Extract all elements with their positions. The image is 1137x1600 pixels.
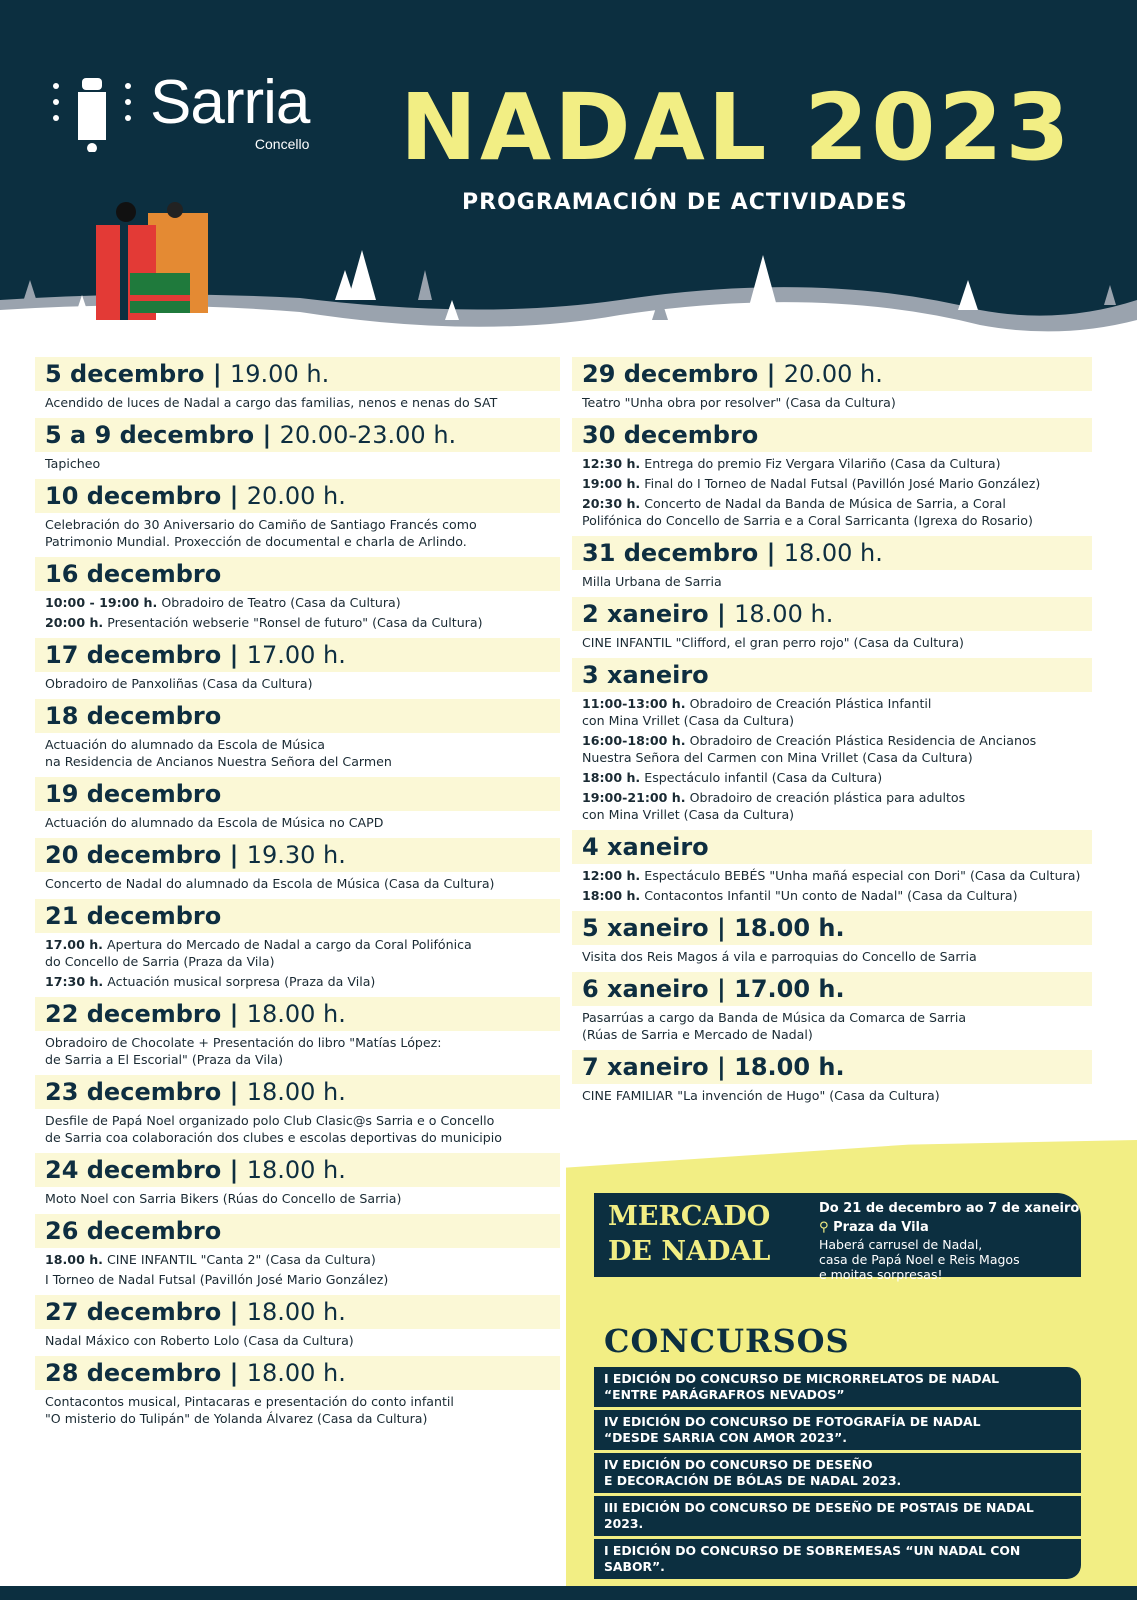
event-line-text: Milla Urbana de Sarria: [582, 574, 722, 589]
event-date: 20 decembro: [45, 841, 222, 869]
event-line-time: 17.00 h.: [45, 937, 103, 952]
event-line-time: 18:00 h.: [582, 770, 641, 785]
event-date: 5 xaneiro: [582, 914, 709, 942]
event-header: [35, 479, 560, 513]
event-date: 6 xaneiro: [582, 975, 709, 1003]
event-line: [35, 614, 560, 631]
event-header: [35, 1356, 560, 1390]
event-date: 10 decembro: [45, 482, 222, 510]
event-header: [572, 418, 1092, 452]
event-line: [35, 516, 560, 550]
header-banner: [0, 0, 1137, 360]
separator: |: [221, 841, 247, 869]
event-line-time: 19:00 h.: [582, 476, 641, 491]
event-line: [35, 675, 560, 692]
event-date: 19 decembro: [45, 780, 222, 808]
event-time: 19.30 h.: [246, 841, 346, 869]
event-item: [35, 1214, 560, 1288]
event-line: [572, 634, 1092, 651]
event-header: [35, 638, 560, 672]
separator: |: [221, 641, 247, 669]
event-item: [35, 899, 560, 990]
page-title: NADAL 2023: [400, 74, 1073, 181]
event-line: [35, 936, 560, 970]
separator: |: [758, 539, 784, 567]
event-date: 3 xaneiro: [582, 661, 709, 689]
event-item: [35, 1075, 560, 1146]
event-item: [35, 479, 560, 550]
event-line-text: I Torneo de Nadal Futsal (Pavillón José Mario González): [45, 1272, 389, 1287]
sarria-logo: [50, 68, 310, 152]
event-time: 20.00-23.00 h.: [279, 421, 457, 449]
event-header: [572, 972, 1092, 1006]
event-line-text: Espectáculo BEBÉS "Unha mañá especial con Dori" (Casa da Cultura): [644, 868, 1081, 883]
event-line-text: Obradoiro de Creación Plástica Infantil con Mina Vrillet (Casa da Cultura): [582, 696, 932, 728]
event-time: 18.00 h.: [246, 1000, 346, 1028]
event-line: [35, 814, 560, 831]
event-line-text: Espectáculo infantil (Casa da Cultura): [644, 770, 883, 785]
concurso-item: IV EDICIÓN DO CONCURSO DE FOTOGRAFÍA DE NADAL “DESDE SARRIA CON AMOR 2023”.: [594, 1410, 1081, 1450]
event-item: [572, 536, 1092, 590]
event-header: [35, 1153, 560, 1187]
event-line-text: Nadal Máxico con Roberto Lolo (Casa da Cultura): [45, 1333, 354, 1348]
event-header: [35, 357, 560, 391]
mercado-dates: Do 21 de decembro ao 7 de xaneiro: [819, 1201, 1080, 1216]
event-time: 18.00 h.: [783, 539, 883, 567]
event-line-text: Acendido de luces de Nadal a cargo das familias, nenos e nenas do SAT: [45, 395, 498, 410]
event-date: 22 decembro: [45, 1000, 222, 1028]
event-line-text: Obradoiro de Creación Plástica Residencia de Ancianos Nuestra Señora del Carmen con Mina Vrillet (Casa da Cultura): [582, 733, 1037, 765]
event-line: [35, 973, 560, 990]
event-header: [572, 830, 1092, 864]
event-date: 7 xaneiro: [582, 1053, 709, 1081]
event-item: [572, 357, 1092, 411]
event-date: 5 decembro: [45, 360, 205, 388]
event-time: 18.00 h.: [246, 1359, 346, 1387]
event-line-text: Obradoiro de Teatro (Casa da Cultura): [161, 595, 401, 610]
event-item: [572, 972, 1092, 1043]
coat-of-arms-icon: [50, 72, 136, 152]
events-left-column: [35, 357, 560, 1434]
mercado-place: Praza da Vila: [833, 1220, 929, 1235]
event-line-time: 17:30 h.: [45, 974, 104, 989]
event-line: [35, 1190, 560, 1207]
event-line-text: Entrega do premio Fiz Vergara Vilariño (Casa da Cultura): [644, 456, 1001, 471]
event-date: 21 decembro: [45, 902, 222, 930]
event-line: [35, 1271, 560, 1288]
mercado-title-1: MERCADO: [608, 1201, 771, 1232]
event-item: [35, 1153, 560, 1207]
concurso-item: III EDICIÓN DO CONCURSO DE DESEÑO DE POSTAIS DE NADAL 2023.: [594, 1496, 1081, 1536]
events-right-column: [572, 357, 1092, 1111]
event-line-text: Contacontos musical, Pintacaras e presentación do conto infantil "O misterio do Tulipán" de Yolanda Álvarez (Casa da Cultura): [45, 1394, 454, 1426]
event-line: [35, 594, 560, 611]
event-line-time: 16:00-18:00 h.: [582, 733, 686, 748]
event-header: [35, 899, 560, 933]
event-date: 24 decembro: [45, 1156, 222, 1184]
event-date: 27 decembro: [45, 1298, 222, 1326]
event-line: [572, 495, 1092, 529]
event-line: [35, 1251, 560, 1268]
location-pin-icon: ⚲: [819, 1220, 834, 1235]
event-header: [572, 357, 1092, 391]
mercado-box: [594, 1193, 1081, 1282]
logo-sub: Concello: [254, 136, 310, 152]
event-line-time: 18:00 h.: [582, 888, 641, 903]
event-line-text: Pasarrúas a cargo da Banda de Música da Comarca de Sarria (Rúas de Sarria e Mercado de Nadal): [582, 1010, 967, 1042]
event-time: 17.00 h.: [734, 975, 845, 1003]
concurso-item: I EDICIÓN DO CONCURSO DE SOBREMESAS “UN NADAL CON SABOR”.: [594, 1539, 1081, 1579]
event-line-time: 18.00 h.: [45, 1252, 103, 1267]
event-item: [572, 597, 1092, 651]
logo-name: Sarria: [150, 68, 310, 137]
event-line: [572, 573, 1092, 590]
event-line: [572, 732, 1092, 766]
event-time: 18.00 h.: [734, 914, 845, 942]
event-item: [35, 357, 560, 411]
event-line-text: CINE INFANTIL "Canta 2" (Casa da Cultura): [107, 1252, 376, 1267]
separator: |: [221, 1298, 247, 1326]
separator: |: [758, 360, 784, 388]
event-time: 18.00 h.: [246, 1156, 346, 1184]
event-line-text: Obradoiro de Panxoliñas (Casa da Cultura): [45, 676, 313, 691]
mercado-title-2: DE NADAL: [608, 1236, 771, 1267]
separator: |: [254, 421, 280, 449]
event-line: [35, 1034, 560, 1068]
event-header: [572, 536, 1092, 570]
event-date: 5 a 9 decembro: [45, 421, 255, 449]
event-item: [35, 557, 560, 631]
event-header: [35, 1075, 560, 1109]
event-line-time: 12:30 h.: [582, 456, 641, 471]
event-time: 20.00 h.: [783, 360, 883, 388]
event-item: [35, 1356, 560, 1427]
event-line: [35, 1112, 560, 1146]
event-item: [35, 638, 560, 692]
event-time: 20.00 h.: [246, 482, 346, 510]
event-item: [35, 997, 560, 1068]
event-item: [572, 830, 1092, 904]
event-line-time: 20:30 h.: [582, 496, 641, 511]
event-date: 31 decembro: [582, 539, 759, 567]
event-line-text: Tapicheo: [45, 456, 101, 471]
separator: |: [204, 360, 231, 388]
event-line-text: Apertura do Mercado de Nadal a cargo da Coral Polifónica do Concello de Sarria (Praza da Vila): [45, 937, 472, 969]
event-time: 19.00 h.: [230, 360, 330, 388]
gifts-icon: [96, 202, 208, 320]
event-item: [35, 418, 560, 472]
event-line-text: Actuación musical sorpresa (Praza da Vila): [107, 974, 376, 989]
concursos-list: [594, 1367, 1081, 1582]
separator: |: [708, 975, 735, 1003]
event-date: 26 decembro: [45, 1217, 222, 1245]
event-date: 2 xaneiro: [582, 600, 709, 628]
event-line-text: Final do I Torneo de Nadal Futsal (Pavillón José Mario González): [644, 476, 1041, 491]
event-time: 18.00 h.: [734, 1053, 845, 1081]
event-line-text: CINE INFANTIL "Clifford, el gran perro rojo" (Casa da Cultura): [582, 635, 964, 650]
event-item: [572, 418, 1092, 529]
event-date: 23 decembro: [45, 1078, 222, 1106]
event-line: [572, 455, 1092, 472]
event-date: 28 decembro: [45, 1359, 222, 1387]
separator: |: [221, 482, 247, 510]
separator: |: [221, 1000, 247, 1028]
event-line: [572, 394, 1092, 411]
event-time: 17.00 h.: [246, 641, 346, 669]
event-line: [35, 736, 560, 770]
separator: |: [708, 1053, 735, 1081]
event-date: 4 xaneiro: [582, 833, 709, 861]
event-line: [35, 394, 560, 411]
event-line-text: Concerto de Nadal da Banda de Música de Sarria, a Coral Polifónica do Concello de Sarria e a Coral Sarricanta (Igrexa do Rosario): [582, 496, 1033, 528]
event-line-text: Concerto de Nadal do alumnado da Escola de Música (Casa da Cultura): [45, 876, 495, 891]
separator: |: [221, 1359, 247, 1387]
event-line-text: Obradoiro de Chocolate + Presentación do libro "Matías López: de Sarria a El Escorial" (Praza da Vila): [45, 1035, 442, 1067]
event-line: [572, 948, 1092, 965]
event-header: [35, 997, 560, 1031]
event-time: 18.00 h.: [246, 1298, 346, 1326]
event-line-text: Visita dos Reis Magos á vila e parroquias do Concello de Sarria: [582, 949, 977, 964]
event-date: 29 decembro: [582, 360, 759, 388]
event-line-time: 19:00-21:00 h.: [582, 790, 686, 805]
event-date: 18 decembro: [45, 702, 222, 730]
event-date: 16 decembro: [45, 560, 222, 588]
event-line-text: Actuación do alumnado da Escola de Música no CAPD: [45, 815, 384, 830]
event-line-text: CINE FAMILIAR "La invención de Hugo" (Casa da Cultura): [582, 1088, 940, 1103]
event-line-text: Contacontos Infantil "Un conto de Nadal" (Casa da Cultura): [644, 888, 1018, 903]
event-line-text: Desfile de Papá Noel organizado polo Club Clasic@s Sarria e o Concello de Sarria coa colaboración dos clubes e escolas deportivas do municipio: [45, 1113, 503, 1145]
event-line: [572, 887, 1092, 904]
event-item: [35, 1295, 560, 1349]
separator: |: [221, 1078, 247, 1106]
page-subtitle: PROGRAMACIÓN DE ACTIVIDADES: [462, 190, 908, 215]
event-line-text: Teatro "Unha obra por resolver" (Casa da Cultura): [582, 395, 896, 410]
event-line-text: Moto Noel con Sarria Bikers (Rúas do Concello de Sarria): [45, 1191, 402, 1206]
event-line: [572, 695, 1092, 729]
event-time: 18.00 h.: [246, 1078, 346, 1106]
event-header: [35, 838, 560, 872]
event-line-time: 12:00 h.: [582, 868, 641, 883]
concursos-title: CONCURSOS: [604, 1322, 850, 1360]
event-line: [35, 455, 560, 472]
mercado-desc: Haberá carrusel de Nadal, casa de Papá Noel e Reis Magos e moitas sorpresas!: [819, 1237, 1020, 1282]
event-line-time: 20:00 h.: [45, 615, 104, 630]
event-line: [572, 475, 1092, 492]
event-line-text: Presentación webserie "Ronsel de futuro" (Casa da Cultura): [107, 615, 483, 630]
event-header: [35, 557, 560, 591]
footer-band: [0, 1586, 1137, 1600]
event-line: [35, 1332, 560, 1349]
event-header: [35, 699, 560, 733]
event-line-text: Obradoiro de creación plástica para adultos con Mina Vrillet (Casa da Cultura): [582, 790, 966, 822]
event-date: 17 decembro: [45, 641, 222, 669]
event-item: [35, 699, 560, 770]
event-line: [572, 789, 1092, 823]
event-header: [35, 1214, 560, 1248]
event-date: 30 decembro: [582, 421, 759, 449]
event-header: [572, 1050, 1092, 1084]
event-header: [35, 1295, 560, 1329]
event-line-text: Celebración do 30 Aniversario do Camiño de Santiago Francés como Patrimonio Mundial. Proxección de documental e charla de Arlindo.: [45, 517, 477, 549]
event-item: [572, 658, 1092, 823]
event-line: [572, 1087, 1092, 1104]
event-line: [572, 769, 1092, 786]
event-item: [35, 777, 560, 831]
event-header: [35, 777, 560, 811]
event-item: [572, 1050, 1092, 1104]
event-line: [35, 875, 560, 892]
event-header: [572, 597, 1092, 631]
separator: |: [221, 1156, 247, 1184]
event-header: [572, 658, 1092, 692]
event-line-text: Actuación do alumnado da Escola de Música na Residencia de Ancianos Nuestra Señora del Carmen: [45, 737, 392, 769]
concurso-item: I EDICIÓN DO CONCURSO DE MICRORRELATOS DE NADAL “ENTRE PARÁGRAFROS NEVADOS”: [594, 1367, 1081, 1407]
event-header: [572, 911, 1092, 945]
event-line: [572, 867, 1092, 884]
event-time: 18.00 h.: [734, 600, 834, 628]
event-item: [572, 911, 1092, 965]
event-item: [35, 838, 560, 892]
event-line-time: 10:00 - 19:00 h.: [45, 595, 158, 610]
concurso-item: IV EDICIÓN DO CONCURSO DE DESEÑO E DECORACIÓN DE BÓLAS DE NADAL 2023.: [594, 1453, 1081, 1493]
event-header: [35, 418, 560, 452]
separator: |: [708, 914, 735, 942]
event-line: [35, 1393, 560, 1427]
event-line: [572, 1009, 1092, 1043]
separator: |: [708, 600, 735, 628]
event-line-time: 11:00-13:00 h.: [582, 696, 686, 711]
